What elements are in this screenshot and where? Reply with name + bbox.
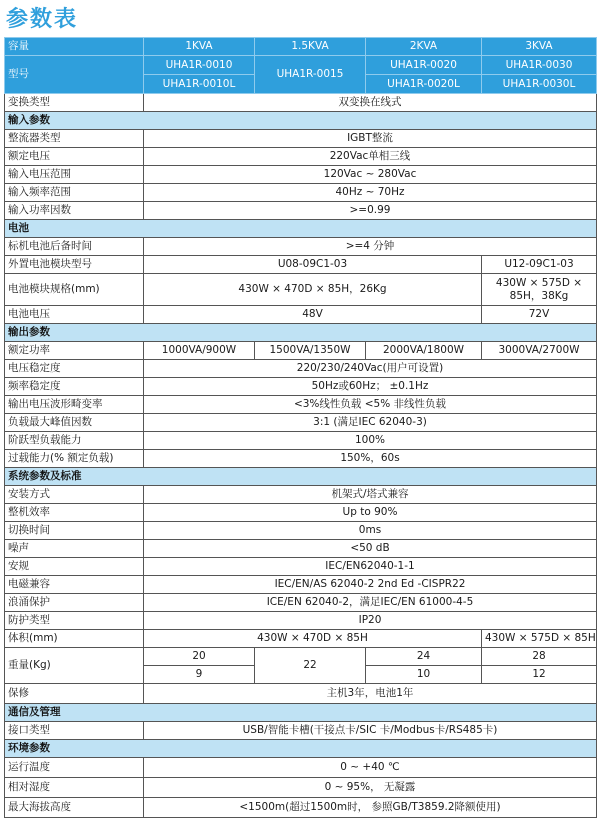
row-label: 过载能力(% 额定负载) [5, 450, 144, 468]
table-row [5, 594, 597, 612]
row-value: 0 ~ +40 ℃ [144, 758, 597, 778]
row-label: 输入频率范围 [5, 184, 144, 202]
capacity-1kva: 1KVA [144, 38, 255, 56]
model-1kva-standard: UHA1R-0010 [144, 56, 255, 75]
row-label: 电压稳定度 [5, 360, 144, 378]
table-row [5, 184, 597, 202]
section-header-system [5, 468, 597, 486]
row-label: 浪涌保护 [5, 594, 144, 612]
table-row [5, 148, 597, 166]
table-row [5, 612, 597, 630]
weight-3kva-standard: 28 [482, 648, 597, 666]
table-row [5, 238, 597, 256]
table-row [5, 648, 597, 666]
section-header-comm [5, 704, 597, 722]
row-label: 输入功率因数 [5, 202, 144, 220]
model-2kva-long: UHA1R-0020L [366, 75, 482, 94]
row-label: 整机效率 [5, 504, 144, 522]
weight-1kva-standard: 20 [144, 648, 255, 666]
row-label: 相对湿度 [5, 778, 144, 798]
weight-2kva-standard: 24 [366, 648, 482, 666]
table-row [5, 360, 597, 378]
table-row [5, 94, 597, 112]
table-row [5, 414, 597, 432]
table-row [5, 306, 597, 324]
row-label: 标机电池后备时间 [5, 238, 144, 256]
row-value: 220Vac单相三线 [144, 148, 597, 166]
table-header-row [5, 56, 597, 75]
row-label: 安规 [5, 558, 144, 576]
capacity-2kva: 2KVA [366, 38, 482, 56]
model-2kva-standard: UHA1R-0020 [366, 56, 482, 75]
row-value-small: 48V [144, 306, 482, 324]
row-label: 电池模块规格(mm) [5, 274, 144, 306]
row-value: 0 ~ 95%， 无凝露 [144, 778, 597, 798]
section-title: 输入参数 [5, 112, 597, 130]
row-value: 150%，60s [144, 450, 597, 468]
rated-power-1kva: 1000VA/900W [144, 342, 255, 360]
row-value: USB/智能卡槽(干接点卡/SIC 卡/Modbus卡/RS485卡) [144, 722, 597, 740]
table-row [5, 202, 597, 220]
row-label: 体积(mm) [5, 630, 144, 648]
row-label: 额定电压 [5, 148, 144, 166]
capacity-3kva: 3KVA [482, 38, 597, 56]
row-value: 双变换在线式 [144, 94, 597, 112]
row-value: 40Hz ~ 70Hz [144, 184, 597, 202]
row-label: 接口类型 [5, 722, 144, 740]
row-value: 0ms [144, 522, 597, 540]
row-label: 外置电池模块型号 [5, 256, 144, 274]
row-value-large: U12-09C1-03 [482, 256, 597, 274]
weight-2kva-long: 10 [366, 666, 482, 684]
table-row [5, 558, 597, 576]
row-value: 220/230/240Vac(用户可设置) [144, 360, 597, 378]
table-row [5, 166, 597, 184]
table-row [5, 432, 597, 450]
capacity-label: 容量 [5, 38, 144, 56]
table-row [5, 522, 597, 540]
row-label: 输出电压波形畸变率 [5, 396, 144, 414]
table-row [5, 396, 597, 414]
table-row [5, 798, 597, 818]
page-title: 参数表 [6, 7, 79, 32]
section-title: 输出参数 [5, 324, 597, 342]
spec-line-2: 85H，38Kg [509, 289, 569, 302]
section-header-battery [5, 220, 597, 238]
row-label: 切换时间 [5, 522, 144, 540]
row-value: 120Vac ~ 280Vac [144, 166, 597, 184]
row-label: 整流器类型 [5, 130, 144, 148]
rated-power-3kva: 3000VA/2700W [482, 342, 597, 360]
row-value: IGBT整流 [144, 130, 597, 148]
row-label: 变换类型 [5, 94, 144, 112]
weight-1kva-long: 9 [144, 666, 255, 684]
table-row [5, 450, 597, 468]
section-title: 环境参数 [5, 740, 597, 758]
section-header-environment [5, 740, 597, 758]
row-value: >=4 分钟 [144, 238, 597, 256]
row-label: 阶跃型负载能力 [5, 432, 144, 450]
table-row [5, 504, 597, 522]
row-value: IEC/EN62040-1-1 [144, 558, 597, 576]
rated-power-1-5kva: 1500VA/1350W [255, 342, 366, 360]
section-header-output [5, 324, 597, 342]
row-value-small: 430W × 470D × 85H，26Kg [144, 274, 482, 306]
row-value: Up to 90% [144, 504, 597, 522]
table-row [5, 684, 597, 704]
table-row [5, 130, 597, 148]
table-header-row [5, 38, 597, 56]
row-label: 电磁兼容 [5, 576, 144, 594]
row-label: 输入电压范围 [5, 166, 144, 184]
table-row [5, 274, 597, 306]
row-value-small: U08-09C1-03 [144, 256, 482, 274]
row-label: 运行温度 [5, 758, 144, 778]
row-value: <50 dB [144, 540, 597, 558]
row-value: 3:1 (满足IEC 62040-3) [144, 414, 597, 432]
row-label: 安装方式 [5, 486, 144, 504]
spec-line-1: 430W × 575D × [495, 277, 583, 290]
row-value: 50Hz或60Hz； ±0.1Hz [144, 378, 597, 396]
section-header-input [5, 112, 597, 130]
weight-1-5kva: 22 [255, 648, 366, 684]
capacity-1-5kva: 1.5KVA [255, 38, 366, 56]
table-row [5, 778, 597, 798]
section-title: 通信及管理 [5, 704, 597, 722]
row-label: 电池电压 [5, 306, 144, 324]
table-row [5, 540, 597, 558]
table-row [5, 486, 597, 504]
table-row [5, 576, 597, 594]
rated-power-2kva: 2000VA/1800W [366, 342, 482, 360]
row-value-large: 72V [482, 306, 597, 324]
table-row [5, 342, 597, 360]
row-label: 频率稳定度 [5, 378, 144, 396]
row-label: 防护类型 [5, 612, 144, 630]
weight-3kva-long: 12 [482, 666, 597, 684]
row-value: >=0.99 [144, 202, 597, 220]
spec-table [4, 37, 597, 818]
section-title: 电池 [5, 220, 597, 238]
row-value: IP20 [144, 612, 597, 630]
row-label: 负载最大峰值因数 [5, 414, 144, 432]
row-value-large: 430W × 575D × 85H [482, 630, 597, 648]
row-label: 保修 [5, 684, 144, 704]
row-value-large [482, 274, 597, 306]
row-label: 重量(Kg) [5, 648, 144, 684]
row-value: ICE/EN 62040-2，满足IEC/EN 61000-4-5 [144, 594, 597, 612]
table-row [5, 630, 597, 648]
row-value-small: 430W × 470D × 85H [144, 630, 482, 648]
row-value: <1500m(超过1500m时， 参照GB/T3859.2降额使用) [144, 798, 597, 818]
row-label: 额定功率 [5, 342, 144, 360]
model-label: 型号 [5, 56, 144, 94]
table-row [5, 378, 597, 396]
row-value: 机架式/塔式兼容 [144, 486, 597, 504]
table-row [5, 256, 597, 274]
row-value: 100% [144, 432, 597, 450]
row-label: 最大海拔高度 [5, 798, 144, 818]
table-row [5, 758, 597, 778]
section-title: 系统参数及标准 [5, 468, 597, 486]
model-1-5kva: UHA1R-0015 [255, 56, 366, 94]
row-value: 主机3年，电池1年 [144, 684, 597, 704]
model-3kva-standard: UHA1R-0030 [482, 56, 597, 75]
table-row [5, 722, 597, 740]
row-label: 噪声 [5, 540, 144, 558]
row-value: <3%线性负载 <5% 非线性负载 [144, 396, 597, 414]
row-value: IEC/EN/AS 62040-2 2nd Ed -CISPR22 [144, 576, 597, 594]
model-3kva-long: UHA1R-0030L [482, 75, 597, 94]
model-1kva-long: UHA1R-0010L [144, 75, 255, 94]
